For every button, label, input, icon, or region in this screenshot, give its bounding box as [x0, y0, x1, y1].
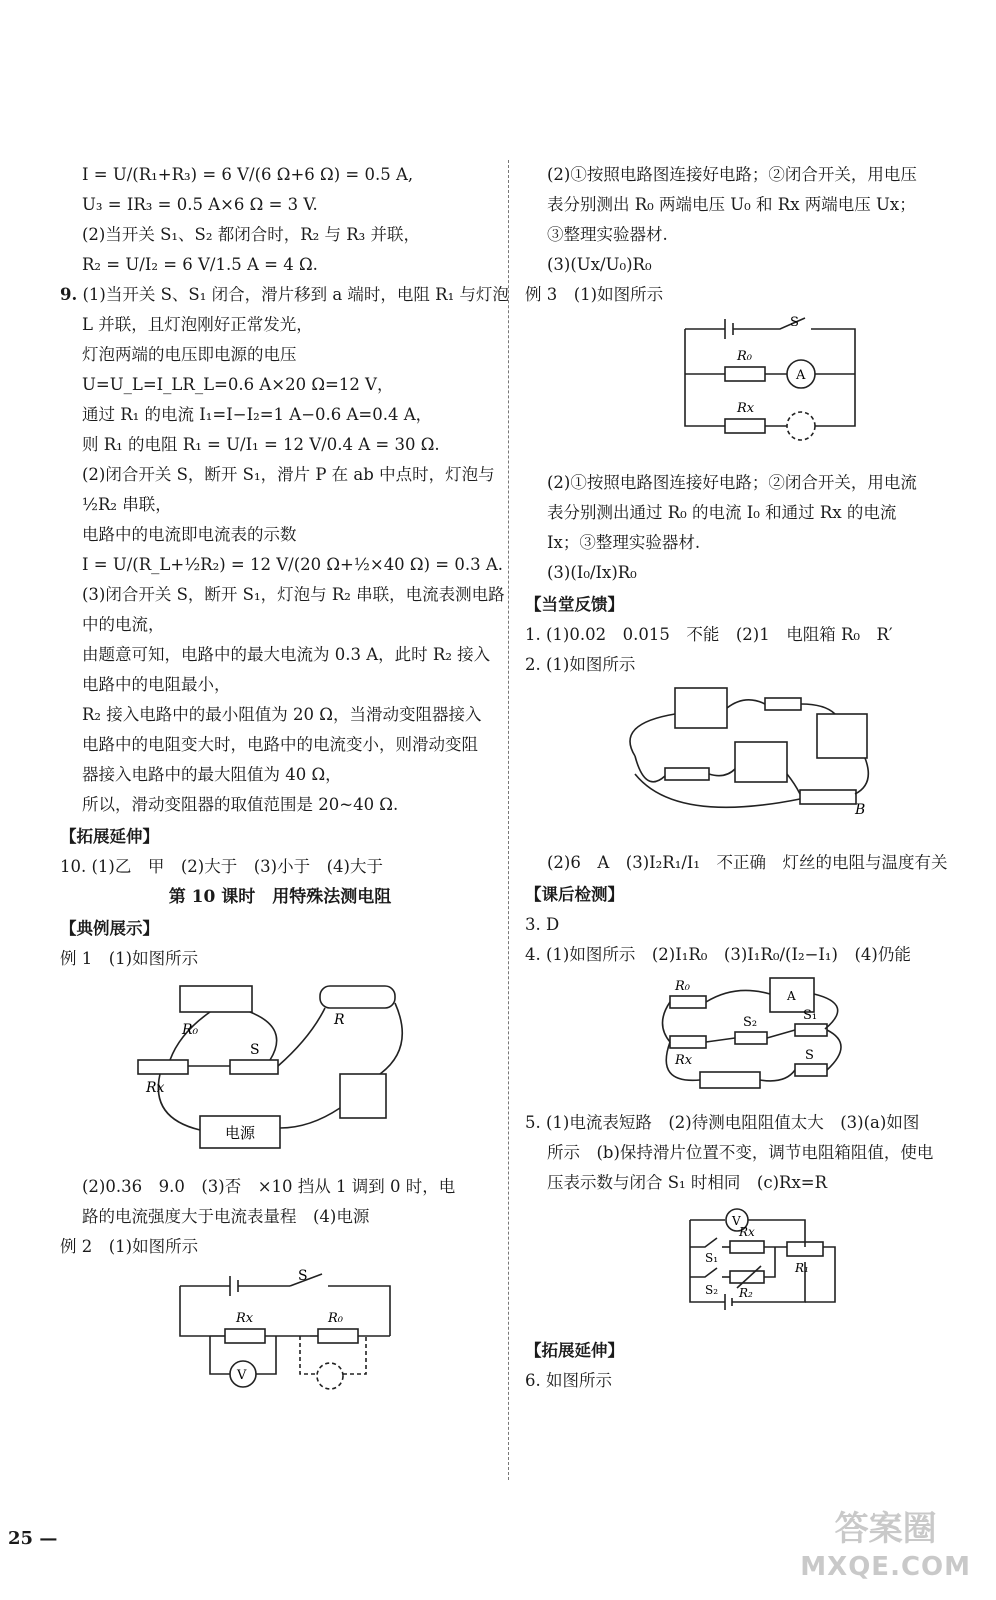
feedback-1: 1. (1)0.02 0.015 不能 (2)1 电阻箱 R₀ R′: [525, 625, 893, 644]
switch-s2: [735, 1032, 767, 1044]
fig-p5-label-s2: S₂: [705, 1283, 719, 1297]
fig3-label-s: S: [790, 315, 799, 330]
switch: [765, 698, 801, 710]
feedback-2-answer: (2)6 A (3)I₂R₁/I₁ 不正确 灯丝的电阻与温度有关: [547, 853, 948, 872]
fig-p4-label-s: S: [805, 1048, 814, 1063]
q9-line-7: (2)闭合开关 S，断开 S₁，滑片 P 在 ab 中点时，灯泡与: [82, 465, 495, 484]
post-5-line-2: 所示 (b)保持滑片位置不变，调节电阻箱阻值，使电: [547, 1143, 934, 1162]
fig1-label-r0: R₀: [182, 1022, 199, 1038]
example-1-answer-2: 路的电流强度大于电流表量程 (4)电源: [82, 1207, 370, 1226]
post-5-line-3: 压表示数与闭合 S₁ 时相同 (c)Rx=R: [547, 1173, 828, 1192]
q9-line-14: 电路中的电阻最小，: [82, 675, 231, 694]
right-line-1: (2)①按照电路图连接好电路；②闭合开关，用电压: [547, 165, 917, 184]
section-feedback: 【当堂反馈】: [525, 595, 624, 614]
q9-line-10: I = U/(R_L+½R₂) = 12 V/(20 Ω+½×40 Ω) = 0.3 A.: [82, 555, 504, 574]
battery: [700, 1072, 760, 1088]
right-column: [525, 160, 975, 1396]
right-line-3: ③整理实验器材.: [547, 225, 668, 244]
eq-current: I = U/(R₁+R₃) = 6 V/(6 Ω+6 Ω) = 0.5 A,: [82, 165, 414, 184]
switch-s: [795, 1064, 827, 1076]
q9-line-18: 所以，滑动变阻器的取值范围是 20~40 Ω.: [82, 795, 399, 814]
right-line-8: (3)(I₀/Ix)R₀: [547, 563, 637, 582]
fig3-label-rx: Rx: [737, 401, 755, 416]
example-2-circuit-schematic: [60, 1266, 480, 1406]
power-supply-box: [817, 714, 867, 758]
fig-p5-label-v: V: [732, 1214, 741, 1228]
resistor-rx: [225, 1329, 265, 1343]
fig1-label-rx: Rx: [146, 1080, 165, 1096]
resistor-r0: [670, 996, 706, 1008]
ammeter-2-box: [735, 742, 787, 782]
fig1-label-source: 电源: [225, 1124, 256, 1142]
section-post-class: 【课后检测】: [525, 885, 624, 904]
example-2: 例 2 (1)如图所示: [60, 1237, 199, 1256]
fig-p5-label-r2: R₂: [739, 1286, 753, 1300]
resistor-rx: [670, 1036, 706, 1048]
post-4: 4. (1)如图所示 (2)I₁R₀ (3)I₁R₀/(I₂−I₁) (4)仍能: [525, 945, 911, 964]
q9-line-12: 中的电流，: [82, 615, 165, 634]
resistor-box: [665, 768, 709, 780]
eq-r2: R₂ = U/I₂ = 6 V/1.5 A = 4 Ω.: [82, 255, 318, 274]
fig-p4-label-r0: R₀: [675, 979, 690, 994]
switch-body: [230, 1060, 278, 1074]
switch-s1: [795, 1024, 827, 1036]
fig-p4-label-s1: S₁: [803, 1008, 818, 1023]
right-line-7: Ix；③整理实验器材.: [547, 533, 701, 552]
rheostat-coil: [320, 986, 395, 1008]
fig1-label-s: S: [250, 1042, 260, 1058]
post-6: 6. 如图所示: [525, 1371, 612, 1390]
fig-p4-label-rx: Rx: [675, 1053, 693, 1068]
example-3-circuit-schematic: [525, 314, 965, 454]
post-5-line-1: 5. (1)电流表短路 (2)待测电阻阻值太大 (3)(a)如图: [525, 1113, 920, 1132]
section-examples: 【典例展示】: [60, 919, 159, 938]
resistor-rx: [138, 1060, 188, 1074]
resistor-rx: [725, 419, 765, 433]
q9-line-2: L 并联，且灯泡刚好正常发光，: [82, 315, 313, 334]
fig-p4-label-a: A: [787, 989, 796, 1003]
feedback-2-circuit-figure: [525, 684, 965, 834]
fig2-label-v: V: [237, 1368, 247, 1383]
feedback-2: 2. (1)如图所示: [525, 655, 636, 674]
page-number: 25 —: [8, 1528, 58, 1549]
fig3-label-r0: R₀: [737, 349, 752, 364]
q9-line-8: ½R₂ 串联，: [82, 495, 172, 514]
left-column: [60, 160, 509, 1420]
q9-line-17: 器接入电路中的最大阻值为 40 Ω，: [82, 765, 342, 784]
q9-line-16: 电路中的电阻变大时，电路中的电流变小，则滑动变阻: [82, 735, 478, 754]
battery-box: [180, 986, 252, 1012]
q9-line-6: 则 R₁ 的电阻 R₁ = U/I₁ = 12 V/0.4 A = 30 Ω.: [82, 435, 440, 454]
resistor-r0: [318, 1329, 358, 1343]
fig2-label-rx: Rx: [236, 1311, 254, 1326]
section-extension: 【拓展延伸】: [60, 827, 159, 846]
q9-line-3: 灯泡两端的电压即电源的电压: [82, 345, 297, 364]
eq-u3: U₃ = IR₃ = 0.5 A×6 Ω = 3 V.: [82, 195, 318, 214]
rheostat-b: [800, 790, 856, 804]
right-line-6: 表分别测出通过 R₀ 的电流 I₀ 和通过 Rx 的电流: [547, 503, 897, 522]
lesson-title: 第 10 课时 用特殊法测电阻: [168, 887, 392, 907]
ammeter-1-box: [675, 688, 727, 728]
example-1-circuit-figure: [60, 978, 480, 1158]
fig1-label-r: R: [334, 1012, 345, 1028]
post-4-circuit-figure: [525, 974, 965, 1094]
resistor-r2: [730, 1271, 764, 1283]
voltmeter-dashed: [317, 1363, 343, 1389]
ammeter-box: [340, 1074, 386, 1118]
watermark: [800, 1510, 971, 1586]
fig-p5-label-s1: S₁: [705, 1251, 719, 1265]
q9-line-9: 电路中的电流即电流表的示数: [82, 525, 297, 544]
column-divider: [508, 160, 509, 1480]
fig-fb2-label-b: B: [855, 802, 866, 818]
right-line-5: (2)①按照电路图连接好电路；②闭合开关，用电流: [547, 473, 917, 492]
resistor-rx: [730, 1241, 764, 1253]
q10-answer: 10. (1)乙 甲 (2)大于 (3)小于 (4)大于: [60, 857, 383, 876]
watermark-bottom: MXQE.COM: [800, 1552, 971, 1582]
right-line-2: 表分别测出 R₀ 两端电压 U₀ 和 Rx 两端电压 Ux；: [547, 195, 916, 214]
ammeter-dashed: [787, 412, 815, 440]
example-1: 例 1 (1)如图所示: [60, 949, 199, 968]
fig2-label-s: S: [298, 1268, 308, 1284]
q9-line-11: (3)闭合开关 S，断开 S₁，灯泡与 R₂ 串联，电流表测电路: [82, 585, 505, 604]
q9-line-13: 由题意可知，电路中的最大电流为 0.3 A，此时 R₂ 接入: [82, 645, 491, 664]
q9-line-1: 9. (1)当开关 S、S₁ 闭合，滑片移到 a 端时，电阻 R₁ 与灯泡: [60, 285, 509, 304]
q9-number: 9.: [60, 285, 78, 304]
fig-p5-label-r1: R₁: [795, 1261, 809, 1275]
example-3: 例 3 (1)如图所示: [525, 285, 664, 304]
fig2-label-r0: R₀: [328, 1311, 343, 1326]
example-1-answer-1: (2)0.36 9.0 (3)否 ×10 挡从 1 调到 0 时，电: [82, 1177, 456, 1196]
fig-p4-label-s2: S₂: [743, 1015, 758, 1030]
q9-line-5: 通过 R₁ 的电流 I₁=I−I₂=1 A−0.6 A=0.4 A，: [82, 405, 433, 424]
q9-line-4: U=U_L=I_LR_L=0.6 A×20 Ω=12 V，: [82, 375, 394, 394]
post-3: 3. D: [525, 915, 560, 934]
watermark-top: 答案圈: [834, 1509, 937, 1549]
text-parallel: (2)当开关 S₁、S₂ 都闭合时，R₂ 与 R₃ 并联，: [82, 225, 421, 244]
section-extension-2: 【拓展延伸】: [525, 1341, 624, 1360]
q9-line-15: R₂ 接入电路中的最小阻值为 20 Ω，当滑动变阻器接入: [82, 705, 482, 724]
right-line-4: (3)(Ux/U₀)R₀: [547, 255, 652, 274]
fig-p5-label-rx: Rx: [739, 1225, 755, 1239]
resistor-r0: [725, 367, 765, 381]
fig3-label-a: A: [796, 368, 806, 383]
post-5-circuit-schematic: [525, 1202, 965, 1320]
